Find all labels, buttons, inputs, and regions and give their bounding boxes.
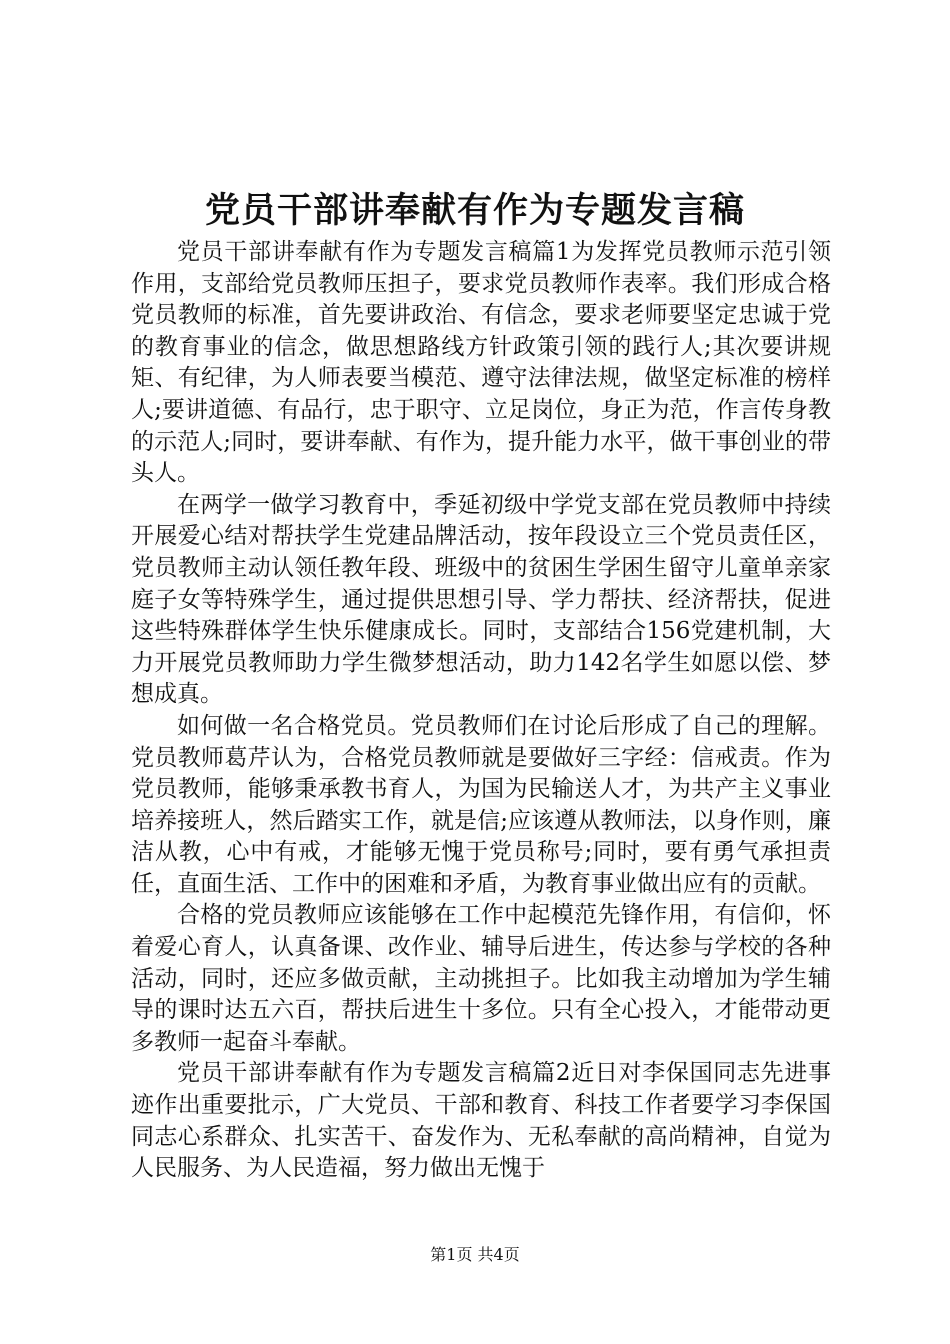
paragraph-3: 如何做一名合格党员。党员教师们在讨论后形成了自己的理解。党员教师葛芹认为，合格党员教师就是要做好三字经：信戒责。作为党员教师，能够秉承教书育人，为国为民输送人才，为共产主义事业培养接班人，然后踏实工作，就是信;应该遵从教师法，以身作则，廉洁从教，心中有戒，才能够无愧于党员称号;同时，要有勇气承担责任，直面生活、工作中的困难和矛盾，为教育事业做出应有的贡献。 [131, 712, 831, 897]
paragraph-2: 在两学一做学习教育中，季延初级中学党支部在党员教师中持续开展爱心结对帮扶学生党建品牌活动，按年段设立三个党员责任区，党员教师主动认领任教年段、班级中的贫困生学困生留守儿童单亲家庭子女等特殊学生，通过提供思想引导、学力帮扶、经济帮扶，促进这些特殊群体学生快乐健康成长。同时，支部结合156党建机制，大力开展党员教师助力学生微梦想活动，助力142名学生如愿以偿、梦想成真。 [131, 491, 831, 708]
page-number-footer: 第1页 共4页 [430, 1245, 520, 1264]
paragraph-1: 党员干部讲奉献有作为专题发言稿篇1为发挥党员教师示范引领作用，支部给党员教师压担子，要求党员教师作表率。我们形成合格党员教师的标准，首先要讲政治、有信念，要求老师要坚定忠诚于党的教育事业的信念，做思想路线方针政策引领的践行人;其次要讲规矩、有纪律，为人师表要当模范、遵守法律法规，做坚定标准的榜样人;要讲道德、有品行，忠于职守、立足岗位，身正为范，作言传身教的示范人;同时，要讲奉献、有作为，提升能力水平，做干事创业的带头人。 [131, 239, 831, 487]
paragraph-4: 合格的党员教师应该能够在工作中起模范先锋作用，有信仰，怀着爱心育人，认真备课、改作业、辅导后进生，传达参与学校的各种活动，同时，还应多做贡献，主动挑担子。比如我主动增加为学生辅导的课时达五六百，帮扶后进生十多位。只有全心投入，才能带动更多教师一起奋斗奉献。 [131, 902, 831, 1055]
paragraph-5: 党员干部讲奉献有作为专题发言稿篇2近日对李保国同志先进事迹作出重要批示，广大党员、干部和教育、科技工作者要学习李保国同志心系群众、扎实苦干、奋发作为、无私奉献的高尚精神，自觉为人民服务、为人民造福，努力做出无愧于 [131, 1060, 831, 1182]
document-title: 党员干部讲奉献有作为专题发言稿 [204, 190, 745, 231]
document-body [131, 237, 831, 1185]
